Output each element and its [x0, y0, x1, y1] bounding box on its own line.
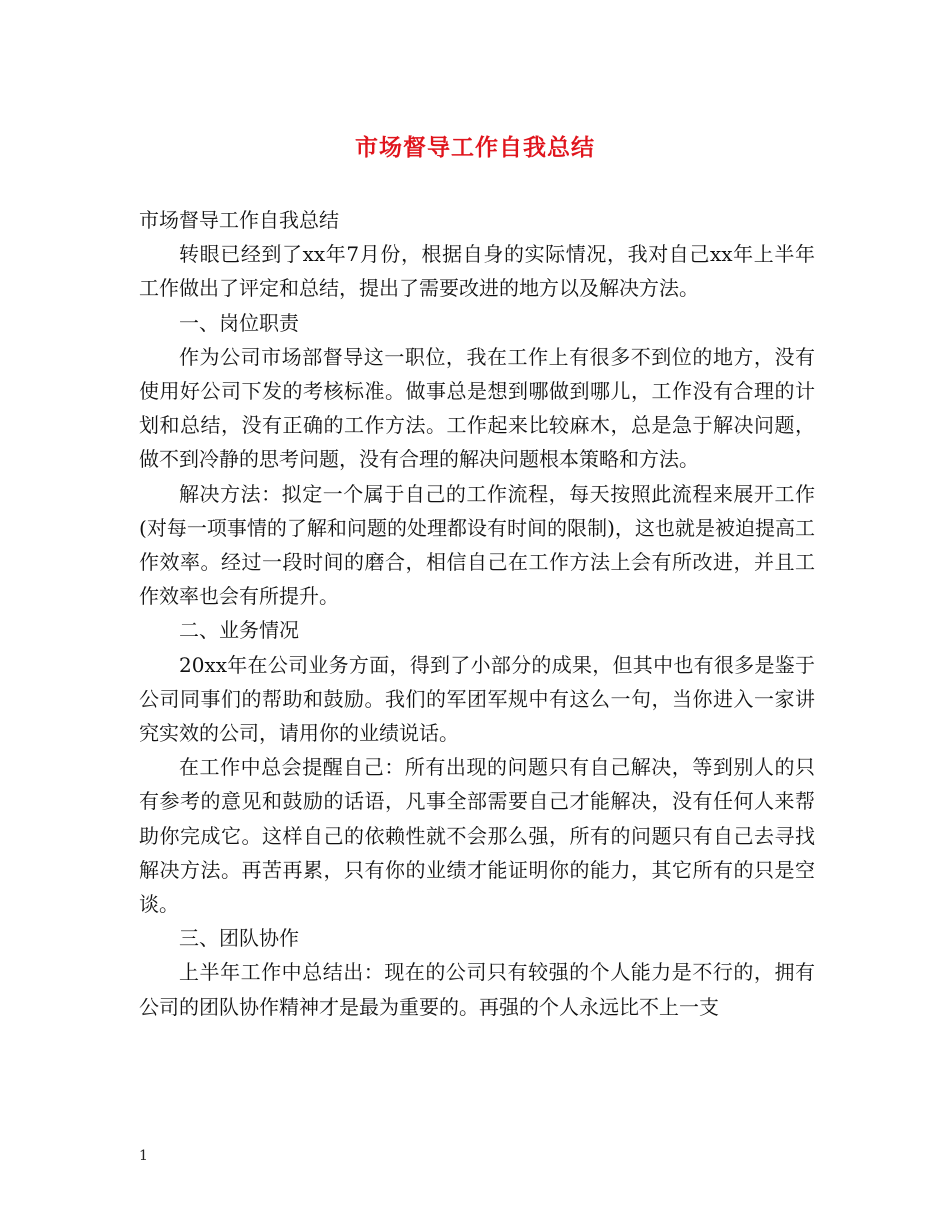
section-heading-duties: 一、岗位职责: [179, 310, 299, 335]
duties-paragraph: 作为公司市场部督导这一职位，我在工作上有很多不到位的地方，没有使用好公司下发的考核标准。做事总是想到哪做到哪儿，工作没有合理的计划和总结，没有正确的工作方法。工作起来比较麻木，总是急于解决问题，做不到冷静的思考问题，没有合理的解决问题根本策略和方法。: [139, 344, 815, 472]
page-number: 1: [139, 1148, 148, 1164]
intro-paragraph: 转眼已经到了xx年7月份，根据自身的实际情况，我对自己xx年上半年工作做出了评定和总结，提出了需要改进的地方以及解决方法。: [139, 242, 815, 301]
self-reminder-paragraph: 在工作中总会提醒自己：所有出现的问题只有自己解决，等到别人的只有参考的意见和鼓励的话语，凡事全部需要自己才能解决，没有任何人来帮助你完成它。这样自己的依赖性就不会那么强，所有的问题只有自己去寻找解决方法。再苦再累，只有你的业绩才能证明你的能力，其它所有的只是空谈。: [139, 755, 815, 917]
document-body: [139, 203, 815, 1024]
business-paragraph: 20xx年在公司业务方面，得到了小部分的成果，但其中也有很多是鉴于公司同事们的帮助和鼓励。我们的军团军规中有这么一句，当你进入一家讲究实效的公司，请用你的业绩说话。: [139, 652, 815, 746]
section-heading-business: 二、业务情况: [179, 618, 299, 643]
teamwork-paragraph: 上半年工作中总结出：现在的公司只有较强的个人能力是不行的，拥有公司的团队协作精神才是最为重要的。再强的个人永远比不上一支: [139, 960, 815, 1019]
document-title: 市场督导工作自我总结: [355, 134, 595, 161]
subtitle-paragraph: 市场督导工作自我总结: [139, 208, 339, 232]
section-heading-teamwork: 三、团队协作: [179, 926, 299, 951]
solution-paragraph: 解决方法：拟定一个属于自己的工作流程，每天按照此流程来展开工作(对每一项事情的了解和问题的处理都设有时间的限制)，这也就是被迫提高工作效率。经过一段时间的磨合，相信自己在工作方法上会有所改进，并且工作效率也会有所提升。: [139, 481, 815, 609]
